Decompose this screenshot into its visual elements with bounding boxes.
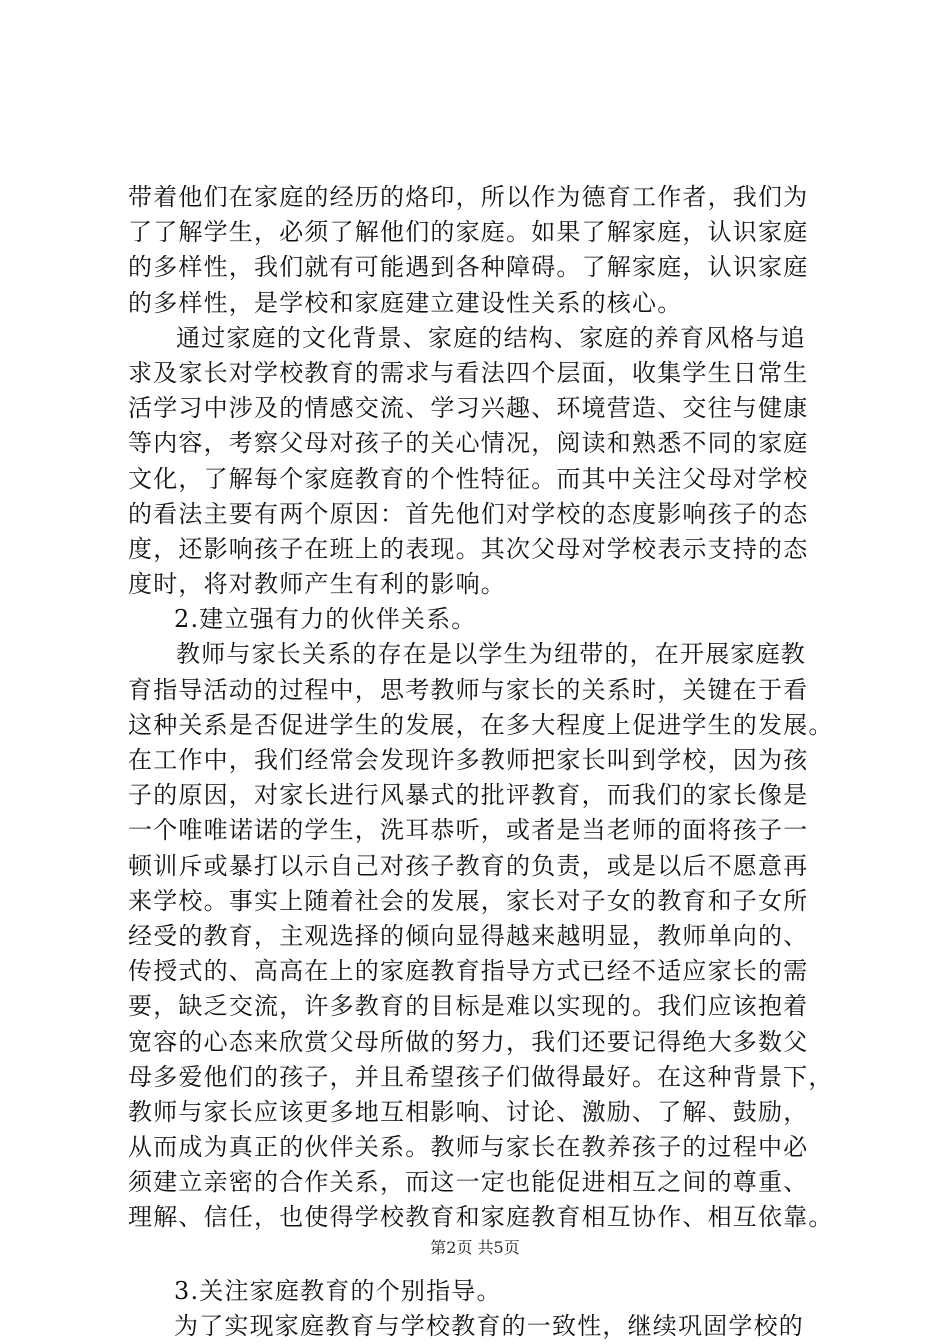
text-line: 度时，将对教师产生有利的影响。 [128,570,506,599]
text-line: 活学习中涉及的情感交流、学习兴趣、环境营造、交往与健康 [128,394,809,423]
text-line: 要，缺乏交流，许多教育的目标是难以实现的。我们应该抱着 [128,992,809,1021]
section-heading: 2.建立强有力的伙伴关系。 [174,605,477,634]
text-line: 了了解学生，必须了解他们的家庭。如果了解家庭，认识家庭 [128,218,809,247]
document-body [128,180,848,1344]
text-line: 从而成为真正的伙伴关系。教师与家长在教养孩子的过程中必 [128,1133,809,1162]
text-line: 宽容的心态来欣赏父母所做的努力，我们还要记得绝大多数父 [128,1027,809,1056]
text-line: 传授式的、高高在上的家庭教育指导方式已经不适应家长的需 [128,957,809,986]
text-line: 通过家庭的文化背景、家庭的结构、家庭的养育风格与追 [176,323,806,352]
text-line: 求及家长对学校教育的需求与看法四个层面，收集学生日常生 [128,358,809,387]
section-heading: 3.关注家庭教育的个别指导。 [174,1276,502,1305]
text-line: 教师与家长应该更多地互相影响、讨论、激励、了解、鼓励， [128,1097,809,1126]
text-line: 的多样性，我们就有可能遇到各种障碍。了解家庭，认识家庭 [128,253,809,282]
text-line: 度，还影响孩子在班上的表现。其次父母对学校表示支持的态 [128,534,809,563]
text-line: 的多样性，是学校和家庭建立建设性关系的核心。 [128,288,683,317]
text-line: 文化，了解每个家庭教育的个性特征。而其中关注父母对学校 [128,464,809,493]
text-line: 一个唯唯诺诺的学生，洗耳恭听，或者是当老师的面将孩子一 [128,816,809,845]
text-line: 子的原因，对家长进行风暴式的批评教育，而我们的家长像是 [128,781,809,810]
text-line: 顿训斥或暴打以示自己对孩子教育的负责，或是以后不愿意再 [128,851,809,880]
text-line: 等内容，考察父母对孩子的关心情况，阅读和熟悉不同的家庭 [128,429,809,458]
text-line: 带着他们在家庭的经历的烙印，所以作为德育工作者，我们为 [128,183,809,211]
text-line: 在工作中，我们经常会发现许多教师把家长叫到学校，因为孩 [128,746,809,774]
text-line: 育指导活动的过程中，思考教师与家长的关系时，关键在于看 [128,675,809,704]
page-number-footer: 第2页 共5页 [430,1238,520,1257]
text-line: 教师与家长关系的存在是以学生为纽带的，在开展家庭教 [176,640,806,669]
text-line: 须建立亲密的合作关系，而这一定也能促进相互之间的尊重、 [128,1168,809,1197]
text-line: 来学校。事实上随着社会的发展，家长对子女的教育和子女所 [128,886,809,915]
text-line: 为了实现家庭教育与学校教育的一致性，继续巩固学校的 [174,1311,804,1340]
text-line: 理解、信任，也使得学校教育和家庭教育相互协作、相互依靠。 [128,1203,834,1232]
text-line: 这种关系是否促进学生的发展，在多大程度上促进学生的发展。 [128,710,834,739]
text-line: 的看法主要有两个原因：首先他们对学校的态度影响孩子的态 [128,499,809,528]
text-line: 经受的教育，主观选择的倾向显得越来越明显，教师单向的、 [128,921,809,950]
text-line: 母多爱他们的孩子，并且希望孩子们做得最好。在这种背景下， [128,1062,834,1091]
